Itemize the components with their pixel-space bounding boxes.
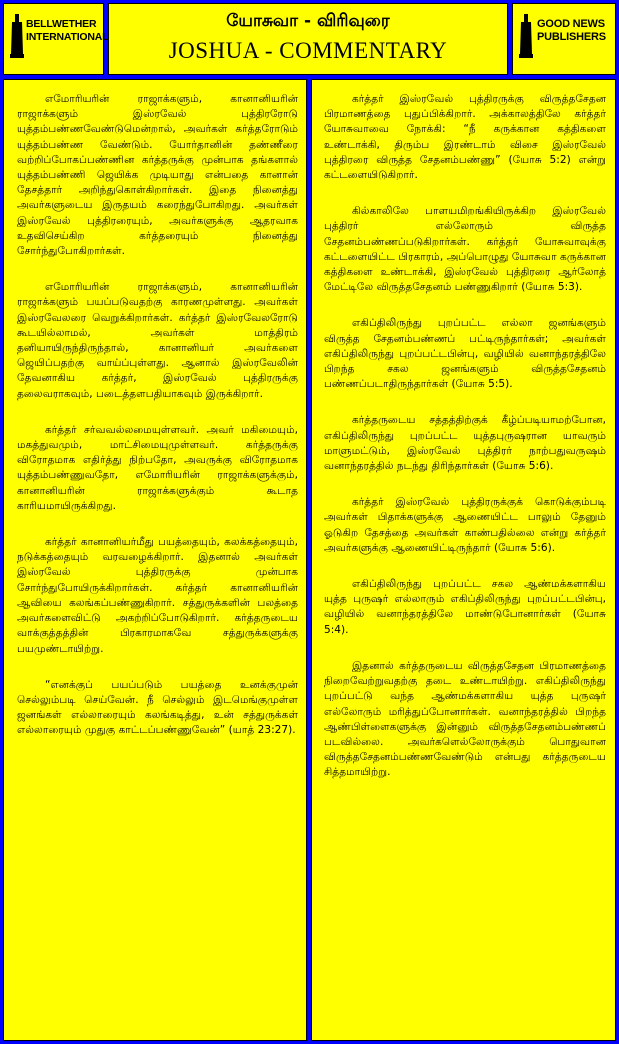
paragraph: எமோரியரின் ராஜாக்களும், கானானியரின் ராஜாக்களும் பயப்படுவதற்கு காரணமுள்ளது. அவர்கள் இஸ்ரவேலரை வெறுக்கிறார்கள். கர்த்தர் இஸ்ரவேலரோடு கூடயில்லாமல், அவர்கள் மாத்திரம் தனியாயிருந்திருந்தால், கானானியர் அவர்களை ஜெயிப்பதற்கு வாய்ப்புள்ளது. ஆனால் இஸ்ரவேலின் தேவனாகிய கர்த்தர், இஸ்ரவேல் புத்திரருக்கு தலைவராகவும், படைத்தளபதியாகவும் இருக்கிறார்.: [17, 281, 298, 400]
logo-line-2: INTERNATIONAL: [26, 31, 109, 43]
good-news-logo-text: [537, 18, 606, 44]
paragraph: எகிப்திலிருந்து புறப்பட்ட சகல ஆண்மக்களாகிய யுத்த புருஷர் எல்லாரும் எகிப்திலிருந்து புறப்பட்டபின்பு, வழியில் வனாந்தரத்திலே மாண்டுபோனார்கள் (யோசு 5:4).: [324, 578, 606, 636]
left-column: [3, 79, 307, 1041]
bellwether-logo: [3, 3, 109, 75]
page-title: [108, 3, 508, 75]
paragraph: கர்த்தர் கானானியர்மீது பயத்தையும், கலக்கத்தையும், நடுக்கத்தையும் வரவழைக்கிறார். இதனால் அவர்கள் இஸ்ரவேல் புத்திரருக்கு முன்பாக சோர்ந்துபோயிருக்கிறார்கள். கர்த்தர் கானானியரின் ஆவியை கலங்கப்பண்ணுகிறார். சத்துருக்களின் பலத்தை அவர்களைவிட்டு அகற்றிப்போடுகிறார். கர்த்தருடைய வாக்குத்தத்தின் பிரகாரமாகவே சத்துருக்களுக்கு பயமுண்டாயிற்று.: [17, 536, 298, 655]
paragraph: எமோரியரின் ராஜாக்களும், கானானியரின் ராஜாக்களும் இஸ்ரவேல் புத்திரரோடு யுத்தம்பண்ணவேண்டுமென்றால், அவர்கள் கர்த்தரோடும் யுத்தம்பண்ண வேண்டும். யோர்தானின் தண்ணீரை வற்றிப்போகப்பண்ணின கர்த்தருக்கு முன்பாக தங்களால் யுத்தம்பண்ணி ஜெயிக்க முடியாது என்பதை கானான் தேசத்தார் அறிந்துகொள்கிறார்கள். இதை நினைத்து அவர்களுடைய இருதயம் கரைந்துபோகிறது. அவர்கள் இஸ்ரவேல் புத்திரரையும், அவர்களுக்கு ஆதரவாக உதவிசெய்கிற கர்த்தரையும் நினைத்து சோர்ந்துபோகிறார்கள்.: [17, 93, 298, 258]
logo-line-1: GOOD NEWS: [537, 18, 605, 30]
paragraph: கர்த்தருடைய சத்தத்திற்குக் கீழ்ப்படியாமற்போன, எகிப்திலிருந்து புறப்பட்ட யுத்தபுருஷரான யாவரும் மாளுமட்டும், இஸ்ரவேல் புத்திரர் நாற்பதுவருஷம் வனாந்தரத்தில் நடந்து திரிந்தார்கள் (யோசு 5:6).: [324, 414, 606, 473]
paragraph: கில்காலிலே பாளயமிறங்கியிருக்கிற இஸ்ரவேல் புத்திரர் எல்லோரும் விருத்த சேதனம்பண்ணப்படுகிறார்கள். கர்த்தர் யோசுவாவுக்கு கட்டளையிட்ட பிரகாரம், அப்பொழுது யோசுவா கருக்கான கத்திகளை உண்டாக்கி, இஸ்ரவேல் புத்திரரை ஆர்லோத் மேட்டிலே விருத்தசேதனம் பண்ணுகிறார் (யோசு 5:3).: [324, 205, 606, 294]
title-english: JOSHUA - COMMENTARY: [168, 38, 448, 63]
title-tamil: யோசுவா - விரிவுரை: [226, 11, 390, 31]
logo-line-2: PUBLISHERS: [537, 31, 606, 43]
paragraph: இதனால் கர்த்தருடைய விருத்தசேதன பிரமாணத்தை நிறைவேற்றுவதற்கு தடை உண்டாயிற்று. எகிப்திலிருந்து புறப்பட்டு வந்த ஆண்மக்களாகிய யுத்த புருஷர் எல்லோரும் மரித்துப்போனார்கள். வனாந்தரத்தில் பிறந்த ஆண்பிள்ளைகளுக்கு இன்னும் விருத்தசேதனம்பண்ணப் படவில்லை. அவர்களெல்லோருக்கும் பொதுவான விருத்தசேதனம்பண்ணவேண்டும் என்பது கர்த்தருடைய சித்தமாயிற்று.: [324, 659, 606, 779]
good-news-mark-icon: [519, 14, 533, 60]
paragraph: எகிப்திலிருந்து புறப்பட்ட எல்லா ஜனங்களும் விருத்த சேதனம்பண்ணப் பட்டிருந்தார்கள்; அவர்கள் எகிப்திலிருந்து புறப்பட்டபின்பு, வழியில் வனாந்தரத்திலே பிறந்த சகல ஜனங்களும் விருத்தசேதனம் பண்ணப்படாதிருந்தார்கள் (யோசு 5:5).: [324, 317, 606, 391]
paragraph: “எனக்குப் பயப்படும் பயத்தை உனக்குமுன் செல்லும்படி செய்வேன். நீ செல்லும் இடமெங்குமுள்ள ஜனங்கள் எல்லாரையும் கலங்கடித்து, உன் சத்துருக்கள் எல்லாரையும் முதுகு காட்டப்பண்ணுவேன்” (யாத் 23:27).: [17, 678, 298, 737]
bellwether-mark-icon: [10, 14, 24, 60]
bellwether-logo-text: [26, 18, 108, 44]
logo-line-1: BELLWETHER: [26, 18, 97, 30]
paragraph: கர்த்தர் சர்வவல்லமையுள்ளவர். அவர் மகிமையும், மகத்துவமும், மாட்சிமையுமுள்ளவர். கர்த்தருக்கு விரோதமாக எதிர்த்து நிற்பதோ, அவருக்கு விரோதமாக யுத்தம்பண்ணுவதோ, எமோரியரின் ராஜாக்களுக்கும், கானானியரின் ராஜாக்களுக்கும் கூடாத காரியமாயிருக்கிறது.: [17, 423, 298, 512]
paragraph: கர்த்தர் இஸ்ரவேல் புத்திரருக்குக் கொடுக்கும்படி அவர்கள் பிதாக்களுக்கு ஆணையிட்ட பாலும் தேனும் ஓடுகிற தேசத்தை அவர்கள் காண்பதில்லை என்று கர்த்தர் அவர்களுக்கு ஆணையிட்டிருந்தார் (யோசு 5:6).: [324, 496, 606, 554]
right-column: [311, 79, 616, 1041]
good-news-logo: [512, 3, 616, 75]
paragraph: கர்த்தர் இஸ்ரவேல் புத்திரருக்கு விருத்தசேதன பிரமாணத்தை புதுப்பிக்கிறார். அக்காலத்திலே கர்த்தர் யோசுவாவை நோக்கி: “நீ கருக்கான கத்திகளை உண்டாக்கி, திரும்ப இரண்டாம் விசை இஸ்ரவேல் புத்திரரை விருத்த சேதனம்பண்ணு” (யோசு 5:2) என்று கட்டளையிடுகிறார்.: [324, 93, 606, 182]
